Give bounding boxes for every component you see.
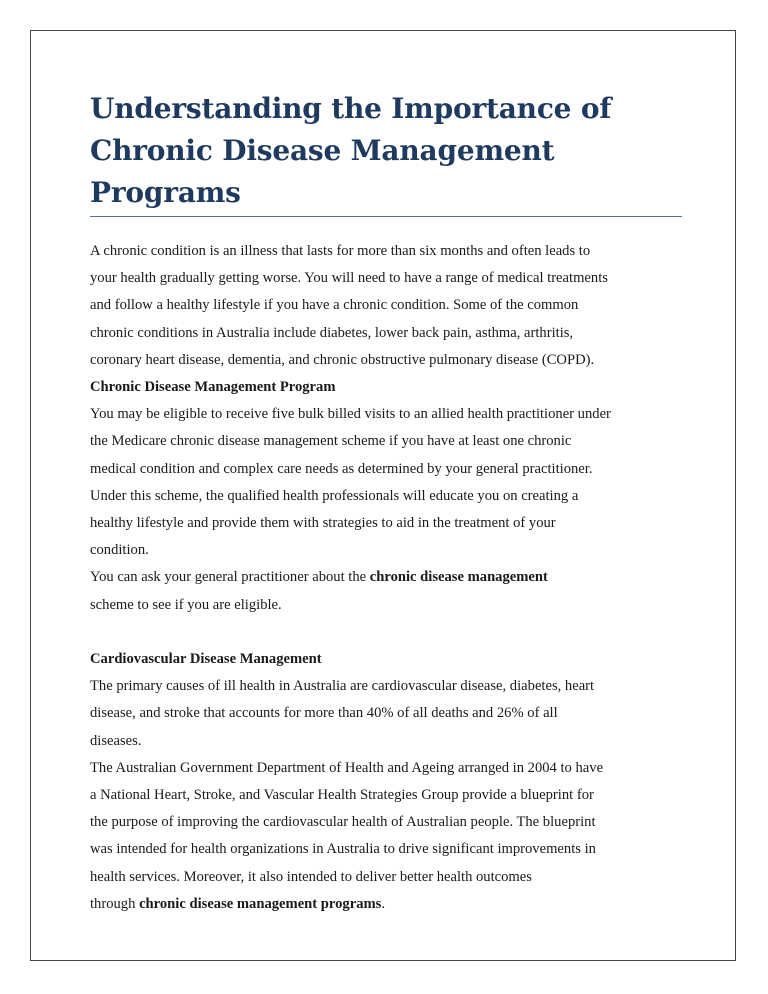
section2-line: the purpose of improving the cardiovascular health of Australian people. The blueprint: [90, 814, 596, 831]
section2-line: health services. Moreover, it also intended to deliver better health outcomes: [90, 868, 532, 885]
section2-line: disease, and stroke that accounts for more than 40% of all deaths and 26% of all: [90, 705, 558, 722]
ask-suffix: scheme to see if you are eligible.: [90, 596, 282, 613]
intro-line: and follow a healthy lifestyle if you have a chronic condition. Some of the common: [90, 297, 579, 314]
ask-prefix: You can ask your general practitioner about the: [90, 569, 370, 586]
section2-line: was intended for health organizations in Australia to drive significant improvements in: [90, 841, 596, 858]
section2-line: The Australian Government Department of Health and Ageing arranged in 2004 to have: [90, 759, 604, 776]
final-bold-term: chronic disease management programs: [139, 895, 382, 912]
title-line-1: Understanding the Importance of: [90, 92, 612, 125]
paragraph-gap: [90, 619, 682, 646]
intro-line: your health gradually getting worse. You will need to have a range of medical treatments: [90, 270, 608, 287]
title-line-2: Chronic Disease Management Programs: [90, 134, 555, 209]
section2-line: a National Heart, Stroke, and Vascular Health Strategies Group provide a blueprint for: [90, 787, 594, 804]
intro-line: A chronic condition is an illness that lasts for more than six months and often leads to: [90, 243, 591, 259]
ask-bold-term: chronic disease management: [369, 569, 548, 586]
section2-line: diseases.: [90, 732, 142, 749]
final-line: [90, 891, 682, 918]
section1-line: the Medicare chronic disease management scheme if you have at least one chronic: [90, 433, 572, 450]
final-prefix: through: [90, 895, 140, 912]
section2-line: The primary causes of ill health in Australia are cardiovascular disease, diabetes, heart: [90, 678, 595, 695]
document-title: [90, 88, 682, 217]
section1-line: healthy lifestyle and provide them with strategies to aid in the treatment of your: [90, 515, 556, 532]
document-body: [90, 238, 682, 918]
section1-line: medical condition and complex care needs as determined by your general practitioner.: [90, 460, 593, 477]
intro-line: coronary heart disease, dementia, and chronic obstructive pulmonary disease (COPD).: [90, 351, 595, 368]
section-heading-program: Chronic Disease Management Program: [90, 379, 336, 396]
section1-line: You may be eligible to receive five bulk billed visits to an allied health practitioner under: [90, 406, 611, 423]
document-content: [90, 88, 682, 918]
section1-line: Under this scheme, the qualified health professionals will educate you on creating a: [90, 487, 579, 504]
section1-line: condition.: [90, 542, 149, 559]
section-heading-cardiovascular: Cardiovascular Disease Management: [90, 651, 322, 668]
intro-line: chronic conditions in Australia include diabetes, lower back pain, asthma, arthritis,: [90, 324, 574, 341]
ask-line: [90, 564, 682, 591]
final-suffix: .: [381, 895, 385, 912]
